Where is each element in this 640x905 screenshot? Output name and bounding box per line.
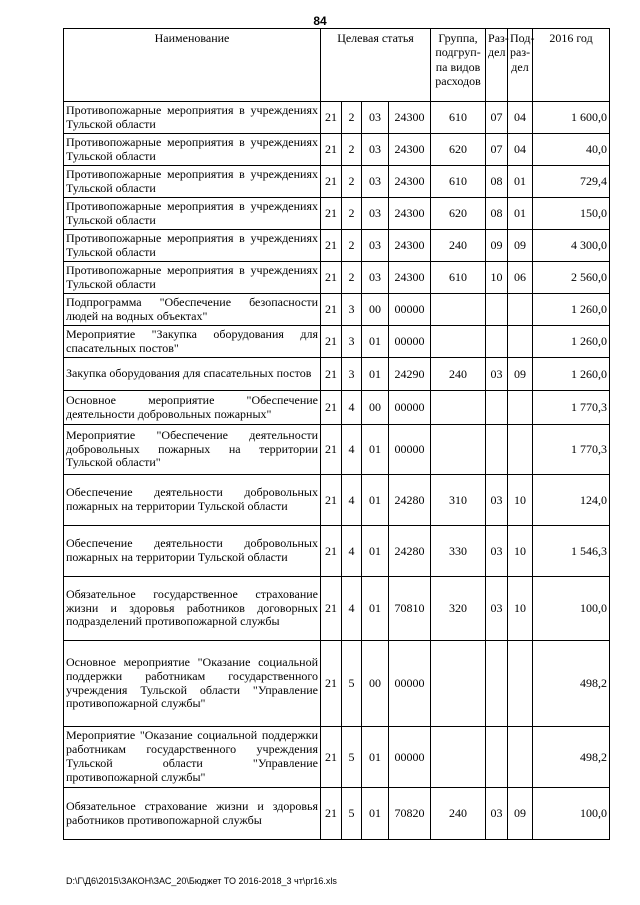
target-code-3: 03	[362, 262, 389, 294]
expense-group: 620	[431, 134, 486, 166]
target-code-1: 21	[321, 641, 342, 727]
subsection: 09	[508, 230, 533, 262]
table-row	[64, 391, 610, 425]
amount-2016: 1 260,0	[533, 294, 610, 326]
amount-2016: 124,0	[533, 475, 610, 526]
section: 10	[486, 262, 508, 294]
table-row	[64, 475, 610, 526]
subsection	[508, 727, 533, 788]
subsection: 04	[508, 102, 533, 134]
section	[486, 326, 508, 358]
target-code-1: 21	[321, 425, 342, 475]
expense-group: 620	[431, 198, 486, 230]
target-code-3: 00	[362, 294, 389, 326]
row-name: Противопожарные мероприятия в учреждениях Тульской области	[64, 134, 321, 166]
expense-group: 610	[431, 166, 486, 198]
amount-2016: 498,2	[533, 727, 610, 788]
section: 03	[486, 358, 508, 391]
target-code-4: 00000	[389, 425, 431, 475]
target-code-2: 4	[342, 526, 362, 577]
target-code-4: 24280	[389, 526, 431, 577]
amount-2016: 498,2	[533, 641, 610, 727]
target-code-4: 24300	[389, 262, 431, 294]
row-name: Мероприятие "Оказание социальной поддержки работникам государственного учреждения Тульской области "Управление противопожарной службы"	[64, 727, 321, 788]
page-number: 84	[313, 14, 327, 28]
expense-group: 610	[431, 102, 486, 134]
amount-2016: 100,0	[533, 788, 610, 840]
row-name: Противопожарные мероприятия в учреждениях Тульской области	[64, 230, 321, 262]
target-code-3: 03	[362, 102, 389, 134]
target-code-2: 3	[342, 358, 362, 391]
target-code-3: 01	[362, 326, 389, 358]
target-code-1: 21	[321, 475, 342, 526]
table-row	[64, 788, 610, 840]
target-code-1: 21	[321, 198, 342, 230]
target-code-3: 01	[362, 727, 389, 788]
target-code-1: 21	[321, 294, 342, 326]
section: 03	[486, 788, 508, 840]
table-row	[64, 358, 610, 391]
expense-group: 610	[431, 262, 486, 294]
subsection: 10	[508, 577, 533, 641]
section	[486, 294, 508, 326]
target-code-2: 2	[342, 166, 362, 198]
target-code-4: 24300	[389, 134, 431, 166]
target-code-2: 2	[342, 262, 362, 294]
amount-2016: 150,0	[533, 198, 610, 230]
subsection: 04	[508, 134, 533, 166]
target-code-1: 21	[321, 391, 342, 425]
row-name: Противопожарные мероприятия в учреждениях Тульской области	[64, 262, 321, 294]
target-code-2: 4	[342, 391, 362, 425]
amount-2016: 1 770,3	[533, 425, 610, 475]
subsection	[508, 425, 533, 475]
target-code-2: 5	[342, 788, 362, 840]
expense-group	[431, 391, 486, 425]
target-code-4: 70820	[389, 788, 431, 840]
target-code-3: 01	[362, 788, 389, 840]
target-code-3: 01	[362, 425, 389, 475]
section: 03	[486, 526, 508, 577]
target-code-3: 03	[362, 166, 389, 198]
expense-group: 240	[431, 230, 486, 262]
table-row	[64, 577, 610, 641]
table-row	[64, 134, 610, 166]
target-code-2: 4	[342, 577, 362, 641]
table-row	[64, 230, 610, 262]
target-code-4: 00000	[389, 294, 431, 326]
target-code-2: 4	[342, 475, 362, 526]
table-row	[64, 727, 610, 788]
header-target-article: Целевая статья	[321, 29, 431, 102]
target-code-2: 2	[342, 198, 362, 230]
subsection: 09	[508, 358, 533, 391]
target-code-3: 01	[362, 526, 389, 577]
section: 03	[486, 577, 508, 641]
target-code-4: 00000	[389, 326, 431, 358]
target-code-3: 00	[362, 641, 389, 727]
target-code-4: 24300	[389, 102, 431, 134]
target-code-1: 21	[321, 727, 342, 788]
subsection	[508, 391, 533, 425]
target-code-2: 2	[342, 134, 362, 166]
expense-group: 330	[431, 526, 486, 577]
row-name: Противопожарные мероприятия в учреждениях Тульской области	[64, 102, 321, 134]
amount-2016: 1 260,0	[533, 326, 610, 358]
amount-2016: 1 260,0	[533, 358, 610, 391]
row-name: Обеспечение деятельности добровольных пожарных на территории Тульской области	[64, 526, 321, 577]
header-year: 2016 год	[533, 29, 610, 102]
expense-group: 240	[431, 358, 486, 391]
file-path-footer: D:\Г\Д6\2015\ЗАКОН\ЗАС_20\Бюджет ТО 2016-2018_3 чт\pr16.xls	[66, 876, 337, 886]
target-code-3: 01	[362, 577, 389, 641]
row-name: Основное мероприятие "Оказание социальной поддержки работникам государственного учреждения Тульской области "Управление противопожарной службы"	[64, 641, 321, 727]
target-code-1: 21	[321, 230, 342, 262]
row-name: Мероприятие "Обеспечение деятельности добровольных пожарных на территории Тульской области"	[64, 425, 321, 475]
subsection	[508, 641, 533, 727]
header-expense-group: Группа, подгруп- па видов расходов	[431, 29, 486, 102]
target-code-3: 03	[362, 134, 389, 166]
target-code-2: 2	[342, 102, 362, 134]
table-row	[64, 102, 610, 134]
target-code-4: 00000	[389, 641, 431, 727]
section: 09	[486, 230, 508, 262]
subsection: 10	[508, 526, 533, 577]
target-code-1: 21	[321, 326, 342, 358]
target-code-4: 24300	[389, 230, 431, 262]
target-code-1: 21	[321, 134, 342, 166]
row-name: Обязательное страхование жизни и здоровья работников противопожарной службы	[64, 788, 321, 840]
section: 03	[486, 475, 508, 526]
amount-2016: 4 300,0	[533, 230, 610, 262]
subsection: 09	[508, 788, 533, 840]
target-code-3: 00	[362, 391, 389, 425]
target-code-1: 21	[321, 577, 342, 641]
row-name: Мероприятие "Закупка оборудования для спасательных постов"	[64, 326, 321, 358]
target-code-3: 03	[362, 230, 389, 262]
header-section: Раз- дел	[486, 29, 508, 102]
subsection: 01	[508, 166, 533, 198]
expense-group: 310	[431, 475, 486, 526]
target-code-1: 21	[321, 102, 342, 134]
target-code-3: 03	[362, 198, 389, 230]
row-name: Обеспечение деятельности добровольных пожарных на территории Тульской области	[64, 475, 321, 526]
section: 07	[486, 134, 508, 166]
target-code-1: 21	[321, 526, 342, 577]
subsection: 10	[508, 475, 533, 526]
expense-group	[431, 727, 486, 788]
header-subsection: Под- раз- дел	[508, 29, 533, 102]
section: 08	[486, 198, 508, 230]
table-row	[64, 425, 610, 475]
row-name: Подпрограмма "Обеспечение безопасности людей на водных объектах"	[64, 294, 321, 326]
row-name: Противопожарные мероприятия в учреждениях Тульской области	[64, 198, 321, 230]
target-code-2: 4	[342, 425, 362, 475]
header-name: Наименование	[64, 29, 321, 102]
expense-group: 320	[431, 577, 486, 641]
target-code-1: 21	[321, 358, 342, 391]
target-code-4: 00000	[389, 727, 431, 788]
amount-2016: 100,0	[533, 577, 610, 641]
section: 07	[486, 102, 508, 134]
target-code-3: 01	[362, 358, 389, 391]
target-code-4: 24290	[389, 358, 431, 391]
amount-2016: 1 770,3	[533, 391, 610, 425]
table-header-row	[64, 29, 610, 102]
target-code-3: 01	[362, 475, 389, 526]
target-code-1: 21	[321, 262, 342, 294]
target-code-1: 21	[321, 166, 342, 198]
expense-group	[431, 294, 486, 326]
table-row	[64, 166, 610, 198]
section: 08	[486, 166, 508, 198]
subsection: 06	[508, 262, 533, 294]
target-code-4: 24280	[389, 475, 431, 526]
table-row	[64, 262, 610, 294]
amount-2016: 1 600,0	[533, 102, 610, 134]
target-code-4: 70810	[389, 577, 431, 641]
expense-group	[431, 425, 486, 475]
target-code-4: 00000	[389, 391, 431, 425]
target-code-2: 5	[342, 727, 362, 788]
target-code-2: 3	[342, 294, 362, 326]
target-code-4: 24300	[389, 198, 431, 230]
section	[486, 727, 508, 788]
table-row	[64, 198, 610, 230]
table-row	[64, 526, 610, 577]
amount-2016: 1 546,3	[533, 526, 610, 577]
subsection	[508, 294, 533, 326]
table-row	[64, 326, 610, 358]
amount-2016: 729,4	[533, 166, 610, 198]
amount-2016: 2 560,0	[533, 262, 610, 294]
target-code-2: 3	[342, 326, 362, 358]
subsection	[508, 326, 533, 358]
section	[486, 425, 508, 475]
section	[486, 391, 508, 425]
expense-group	[431, 641, 486, 727]
row-name: Закупка оборудования для спасательных постов	[64, 358, 321, 391]
budget-table	[63, 28, 610, 840]
expense-group	[431, 326, 486, 358]
target-code-2: 2	[342, 230, 362, 262]
amount-2016: 40,0	[533, 134, 610, 166]
target-code-1: 21	[321, 788, 342, 840]
row-name: Основное мероприятие "Обеспечение деятельности добровольных пожарных"	[64, 391, 321, 425]
row-name: Обязательное государственное страхование жизни и здоровья работников договорных подразделений противопожарной службы	[64, 577, 321, 641]
table-row	[64, 294, 610, 326]
section	[486, 641, 508, 727]
row-name: Противопожарные мероприятия в учреждениях Тульской области	[64, 166, 321, 198]
expense-group: 240	[431, 788, 486, 840]
target-code-2: 5	[342, 641, 362, 727]
subsection: 01	[508, 198, 533, 230]
table-row	[64, 641, 610, 727]
target-code-4: 24300	[389, 166, 431, 198]
